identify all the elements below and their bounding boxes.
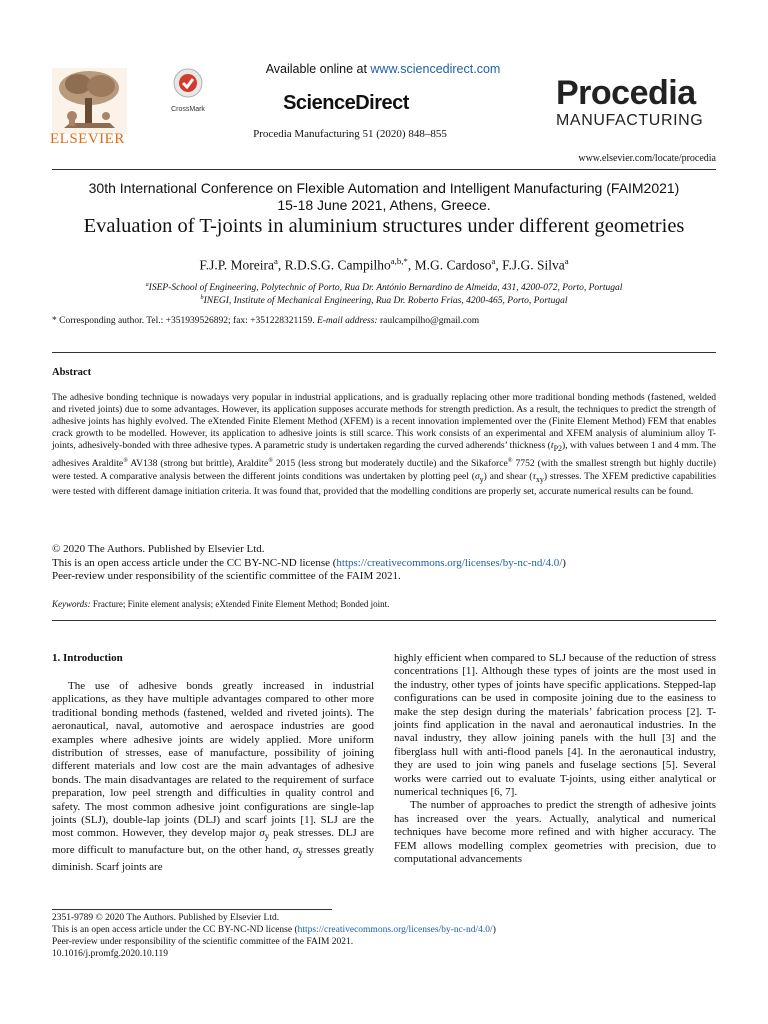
author-name: R.D.S.G. Campilho [284, 257, 391, 273]
availability-line [218, 62, 548, 76]
crossmark-label: CrossMark [171, 106, 205, 113]
page-footer [52, 912, 716, 960]
affiliation-mark: b [200, 295, 204, 301]
body-segment: stresses greatly diminish. Scarf joints are [52, 844, 374, 873]
abstract-segment: ) and shear ( [483, 470, 533, 482]
body-symbol: σ [292, 844, 299, 857]
header-divider [52, 169, 716, 170]
abstract-symbol: τ [532, 470, 536, 482]
footer-license [52, 924, 716, 936]
sciencedirect-link[interactable]: www.sciencedirect.com [370, 62, 501, 76]
peer-review-line: Peer-review under responsibility of the scientific committee of the FAIM 2021. [52, 570, 401, 582]
body-subscript: y [264, 831, 270, 842]
affiliation-text: ISEP-School of Engineering, Polytechnic of Porto, Rua Dr. António Bernardino de Almeida, 431, 4200-072, Porto, Portugal [148, 283, 623, 294]
corresponding-contact: * Corresponding author. Tel.: +351939526892; fax: +351228321159. [52, 316, 315, 326]
abstract-bottom-divider [52, 620, 716, 621]
body-symbol: σ [259, 827, 265, 840]
conference-date: 15-18 June 2021, Athens, Greece. [277, 197, 491, 213]
registered-mark: ® [507, 457, 513, 465]
procedia-subtitle: MANUFACTURING [556, 112, 704, 129]
abstract-segment: ), with values between 1 and 4 mm. The adhesives Araldite [52, 440, 717, 470]
author-affiliation-mark: a [564, 256, 569, 266]
publisher-name: ELSEVIER [50, 131, 125, 147]
copyright-line: © 2020 The Authors. Published by Elsevier Ltd. [52, 543, 265, 555]
abstract-symbol: σ [474, 470, 480, 482]
journal-url-link[interactable]: www.elsevier.com/locate/procedia [578, 153, 716, 164]
affiliation [40, 282, 728, 293]
procedia-title: Procedia [556, 74, 696, 112]
author-affiliation-mark: a,b,* [390, 256, 408, 266]
abstract-segment: 2015 (less strong but moderately ductile) and the Sikaforce [273, 458, 508, 470]
abstract-segment: 7752 (with the smallest strength but highly ductile) were tested. A comparative analysis between the different joints conditions was undertaken by plotting peel ( [52, 458, 717, 482]
abstract-heading: Abstract [52, 367, 92, 378]
body-subscript: y [298, 848, 303, 859]
procedia-logo [556, 76, 716, 130]
body-segment: The use of adhesive bonds greatly increased in industrial applications, as they have multiple advantages compared to other more traditional bonding methods (fastened, welded and riveted joints). The aeronautical, naval, automotive and aerospace industries are good examples where adhesive joints are widely applied. More uniform distribution of stresses, ease of manufacture, possibility of joining different materials and low cost are the main advantages of adhesive bonds. The main disadvantages are related to the requirement of surface preparation, low peel strength and difficulties in quality control and safety. The most common adhesive joint configurations are single-lap joints (SLJ), double-lap joints (DLJ) and scarf joints [1]. SLJ are the most common. However, they develop major [52, 680, 374, 840]
open-access-prefix: This is an open access article under the CC BY-NC-ND license ( [52, 556, 337, 569]
section-heading: 1. Introduction [52, 652, 123, 664]
email-link[interactable]: raulcampilho@gmail.com [379, 316, 480, 326]
crossmark-badge[interactable] [166, 68, 210, 113]
author-list: F.J.P. Moreira$^a$, R.D.S.G. Campilho$^{a,b,*}$, M.G. Cardoso$^a$, F.J.G. Silva$^a$ [199, 256, 569, 273]
abstract-subscript: xy [535, 474, 544, 484]
footer-issn: 2351-9789 © 2020 The Authors. Published by Elsevier Ltd. [52, 913, 280, 923]
abstract-top-divider [52, 352, 716, 353]
author-name: F.J.P. Moreira [199, 257, 274, 273]
open-access-suffix: ) [562, 556, 566, 569]
footer-divider [52, 909, 332, 910]
abstract-symbol: t [550, 440, 554, 452]
footer-peer-review: Peer-review under responsibility of the scientific committee of the FAIM 2021. [52, 937, 354, 947]
keywords [52, 599, 716, 609]
body-paragraph: The number of approaches to predict the strength of adhesive joints has increased over the years. Actually, analytical and numerical techniques have become more refined and with higher accuracy. The FEM allows modelling complex geometries with precision, due to computational advancements [394, 799, 716, 866]
footer-doi: 10.1016/j.promfg.2020.10.119 [52, 949, 169, 959]
body-paragraph [52, 680, 374, 874]
registered-mark: ® [123, 457, 128, 465]
author-affiliation-mark: a [491, 256, 496, 266]
footer-license-prefix: This is an open access article under the CC BY-NC-ND license ( [52, 925, 298, 935]
available-prefix: Available online at [265, 62, 371, 76]
conference-info [40, 180, 728, 214]
affiliation-text: INEGI, Institute of Mechanical Engineering, Rua Dr. Roberto Frias, 4200-465, Porto, Portugal [203, 296, 568, 307]
abstract-subscript: y [479, 474, 484, 484]
body-column-right [394, 652, 716, 867]
footer-license-link[interactable]: https://creativecommons.org/licenses/by-nc-nd/4.0/ [297, 925, 493, 935]
author-name: M.G. Cardoso [414, 257, 492, 273]
crossmark-icon [173, 68, 203, 100]
abstract-segment: The adhesive bonding technique is nowadays very popular in industrial applications, and is gradually replacing other more traditional bonding methods (fastened, welded and riveted joints) due to some advantages. However, its application supposes accurate methods for strength prediction. As a result, the techniques to predict the strength of adhesive joints has highly evolved. The eXtended Finite Element Method (XFEM) is a recent innovation implemented over the (Finite Element Method) FEM that enables crack growth to be modelled. However, its application to adhesive joints is still scarce. This work consists of an experimental and XFEM analysis of aluminium alloy T-joints, adhesively-bonded with three adhesive types. A parametric study is undertaken regarding the curved adherends’ thickness ( [52, 392, 716, 452]
conference-name: 30th International Conference on Flexible Automation and Intelligent Manufacturing (FAIM2021) [88, 180, 680, 196]
license-block [52, 543, 716, 584]
affiliation-mark: a [145, 282, 149, 288]
keywords-label: Keywords: [52, 599, 91, 609]
sciencedirect-brand: ScienceDirect [283, 92, 409, 114]
paper-title: Evaluation of T-joints in aluminium structures under different geometries [83, 215, 685, 237]
abstract-text [52, 392, 716, 498]
author-name: F.J.G. Silva [502, 257, 565, 273]
body-paragraph: highly efficient when compared to SLJ because of the reduction of stress concentrations [1]. Although these types of joints are the most used in the industry, other types of joints have specific applications. Stepped-lap configurations can be used in composite joining due to the easiness to make the step design during the materials’ fabrication process [2]. T-joints find application in the naval and aeronautical industries. In the naval industry, they allow joining panels with the hull [3] and the fiberglass hull with anti-flood panels [4]. In the aeronautical industry, they are used to join wing panels and fuselage sections [5]. Several works were carried out to evaluate T-joints, using either analytical or numerical techniques [6, 7]. [394, 652, 716, 799]
keywords-list: Fracture; Finite element analysis; eXtended Finite Element Method; Bonded joint. [92, 599, 390, 609]
body-column-left [52, 680, 374, 874]
footer-license-suffix: ) [492, 925, 496, 935]
abstract-segment: AV138 (strong but brittle), Araldite [127, 458, 269, 470]
abstract-subscript: P2 [553, 444, 563, 454]
corresponding-author [52, 316, 716, 326]
registered-mark: ® [268, 457, 273, 465]
author-affiliation-mark: a [274, 256, 278, 266]
open-access-line [52, 557, 716, 571]
abstract-segment: ) stresses. The XFEM predictive capabilities were tested with different damage initiation criteria. It was found that, provided that the modelling conditions are properly set, accurate numerical results can be found. [52, 470, 716, 497]
license-link[interactable]: https://creativecommons.org/licenses/by-nc-nd/4.0/ [336, 556, 563, 569]
body-segment: peak stresses. DLJ are more difficult to manufacture but, on the other hand, [52, 827, 374, 857]
affiliation [40, 295, 728, 306]
journal-citation: Procedia Manufacturing 51 (2020) 848–855 [253, 128, 447, 140]
email-label: E-mail address: [316, 316, 378, 326]
